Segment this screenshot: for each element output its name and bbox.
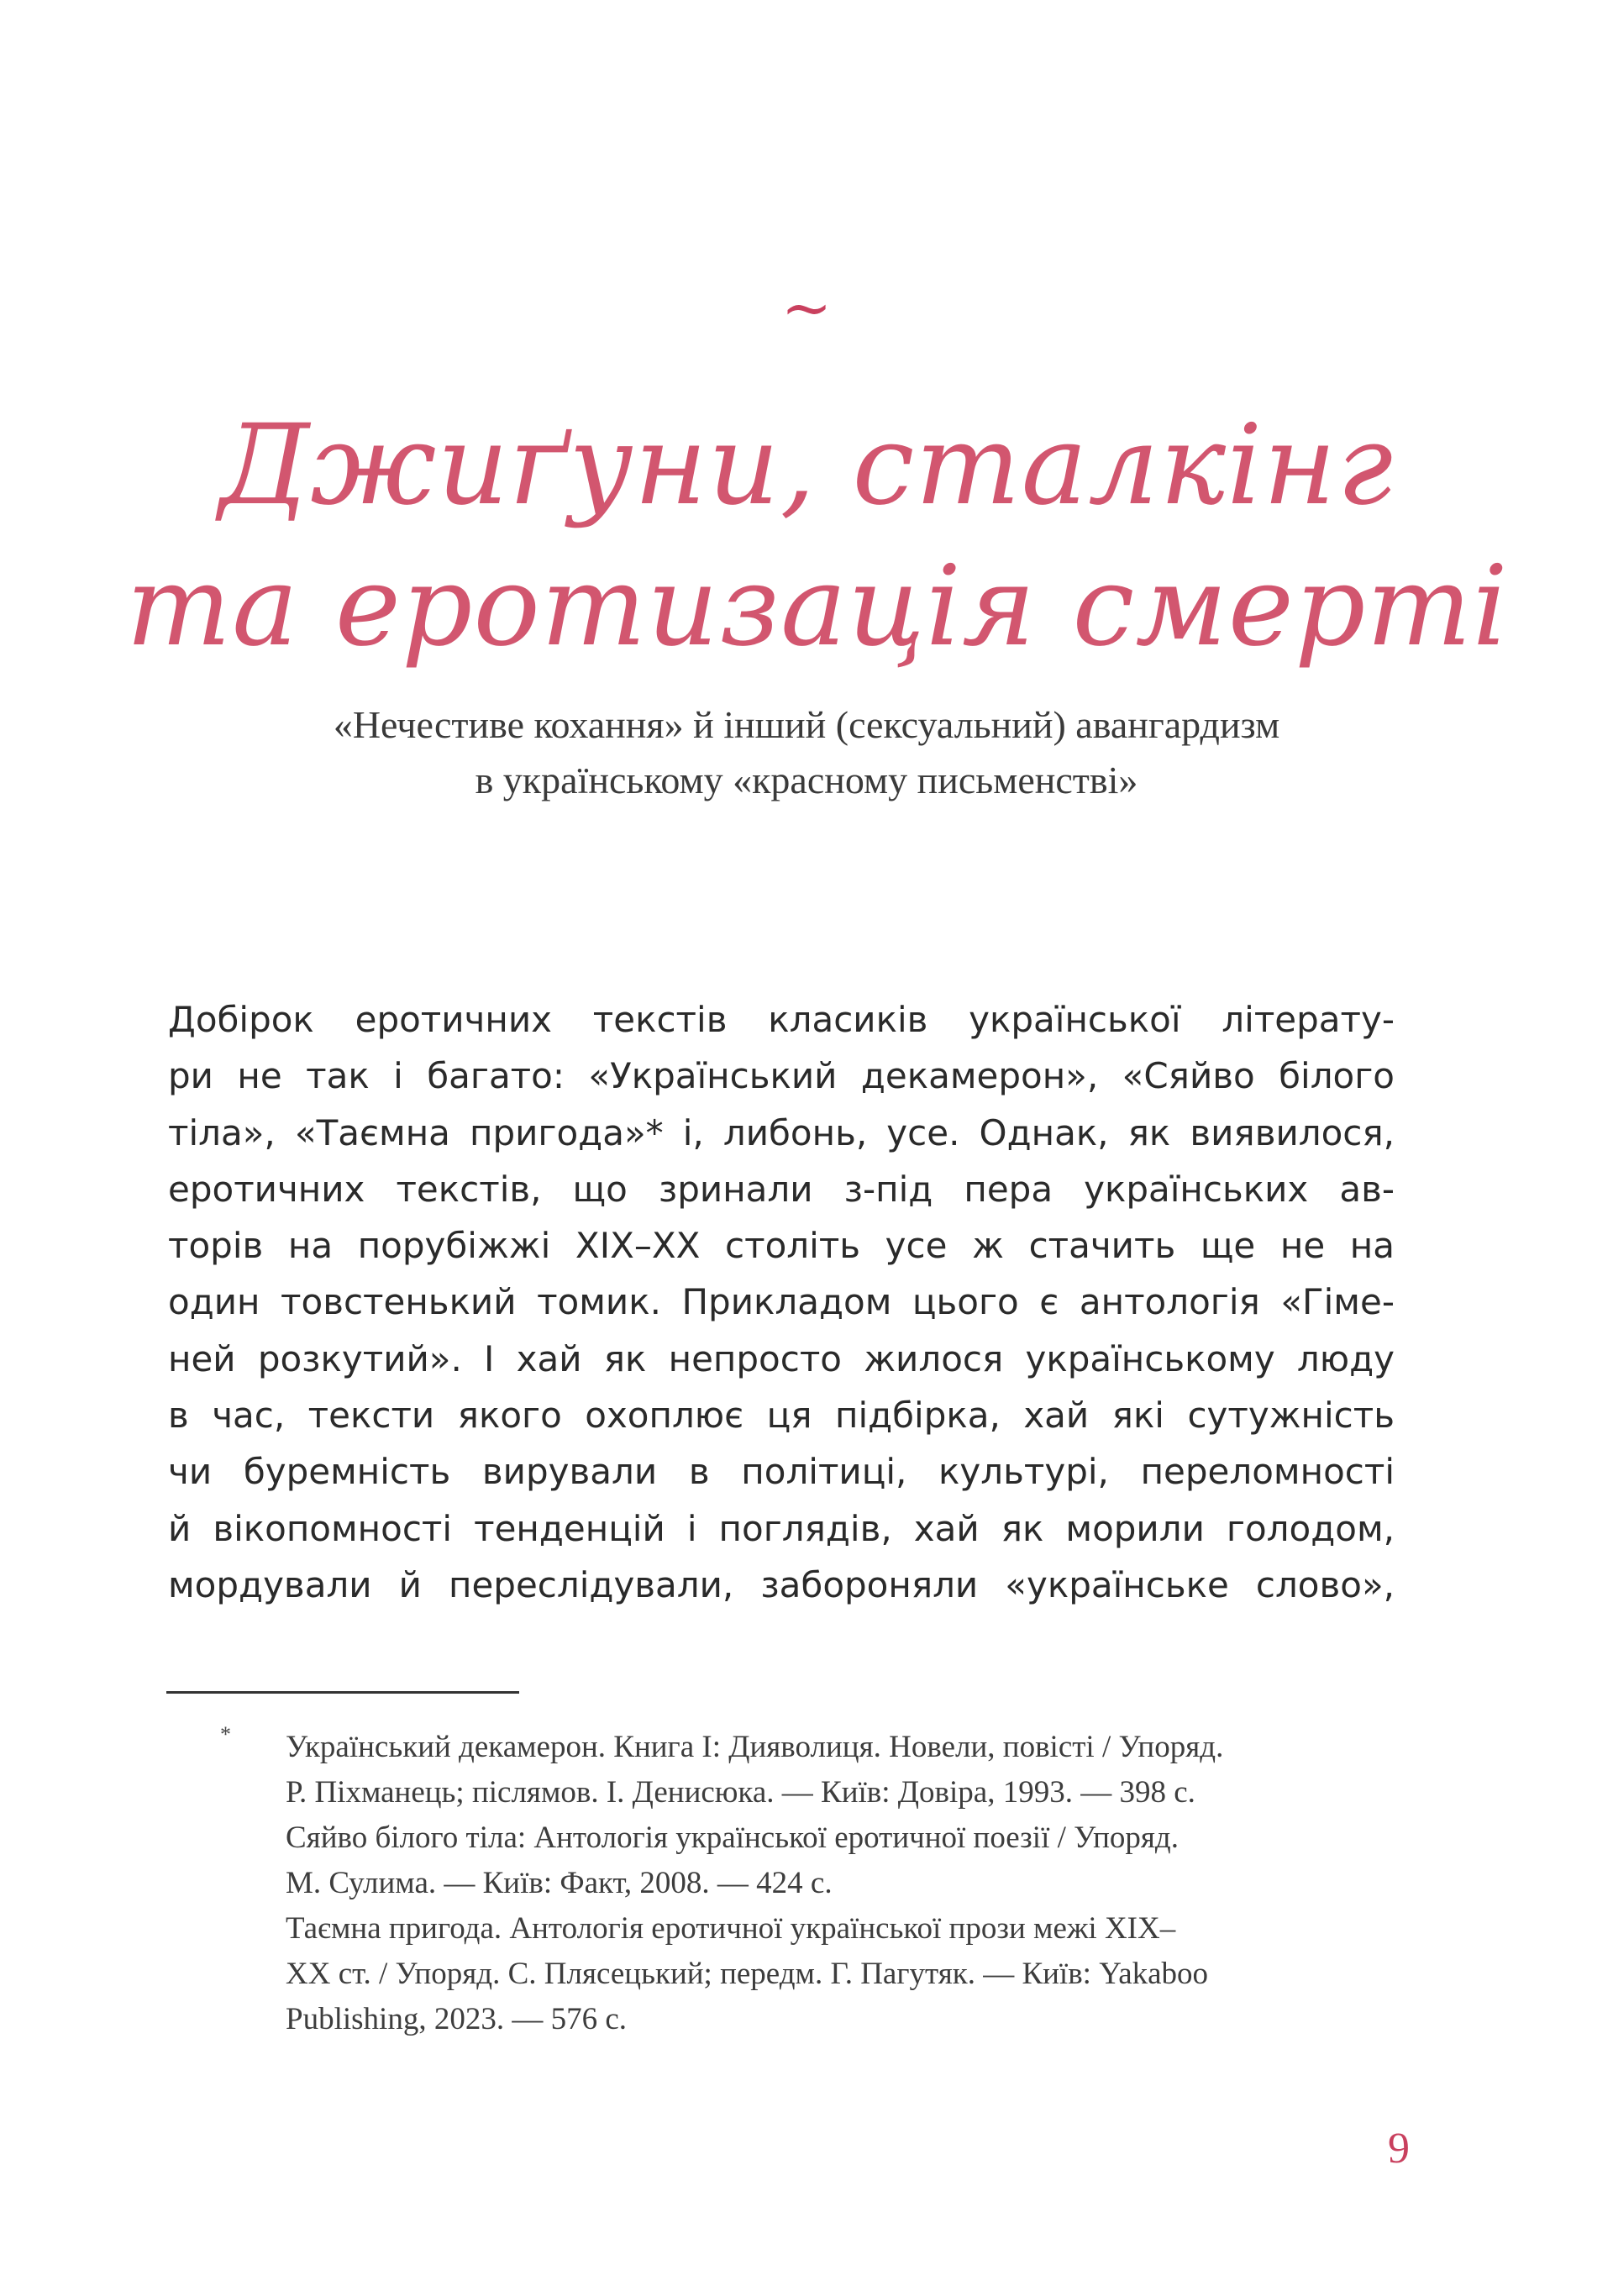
footnote-line: Український декамерон. Книга I: Дияволиця. Новели, повісті / Упоряд. <box>286 1730 1224 1764</box>
body-line: один товстенький томик. Прикладом цього є антологія «Гіме- <box>168 1281 1395 1323</box>
footnote-text <box>286 1725 1403 2042</box>
body-line: в час, тексти якого охоплює ця підбірка, хай які сутужність <box>168 1395 1395 1437</box>
chapter-title-line-1: Джиґуни, сталкінг <box>218 401 1395 530</box>
footnote-line: Р. Піхманець; післямов. І. Денисюка. — Київ: Довіра, 1993. — 398 с. <box>286 1775 1195 1810</box>
body-line: ри не так і багато: «Український декамерон», «Сяйво білого <box>168 1055 1395 1097</box>
footnote-line: Сяйво білого тіла: Антологія української еротичної поезії / Упоряд. <box>286 1821 1179 1855</box>
footnote-line: Publishing, 2023. — 576 с. <box>286 2002 627 2036</box>
chapter-subtitle-line-2: в українському «красному письменстві» <box>475 759 1138 801</box>
chapter-subtitle <box>134 697 1479 808</box>
chapter-title-line-2: та еротизація смерті <box>126 542 1509 671</box>
body-line: мордували й переслідували, забороняли «українське слово», <box>168 1563 1395 1605</box>
body-line: чи буремність вирували в політиці, культурі, переломності <box>168 1451 1395 1493</box>
body-line: торів на порубіжжі XIX–XX століть усе ж стачить ще не на <box>168 1225 1395 1267</box>
body-paragraph <box>168 991 1395 1613</box>
body-line: еротичних текстів, що зринали з-під пера українських ав- <box>168 1168 1395 1210</box>
tilde-ornament: ~ <box>780 272 833 343</box>
body-line: тіла», «Таємна пригода»* і, либонь, усе. Однак, як виявилося, <box>168 1111 1395 1153</box>
page-number: 9 <box>1388 2125 1410 2173</box>
chapter-title <box>126 395 1509 677</box>
body-line: ней розкутий». І хай як непросто жилося українському люду <box>168 1337 1395 1379</box>
footnote-line: XX ст. / Упоряд. С. Плясецький; передм. Г. Пагутяк. — Київ: Yakaboo <box>286 1957 1209 1991</box>
body-line: й вікопомності тенденцій і поглядів, хай як морили голодом, <box>168 1507 1395 1549</box>
footnote-divider <box>166 1691 519 1694</box>
footnote-line: М. Сулима. — Київ: Факт, 2008. — 424 с. <box>286 1866 833 1900</box>
body-line: Добірок еротичних текстів класиків української літерату- <box>168 999 1395 1040</box>
footnote-line: Таємна пригода. Антологія еротичної української прози межі XIX– <box>286 1911 1176 1946</box>
footnote-marker: * <box>220 1722 231 1747</box>
chapter-subtitle-line-1: «Нечестиве кохання» й інший (сексуальний) авангардизм <box>333 703 1280 746</box>
